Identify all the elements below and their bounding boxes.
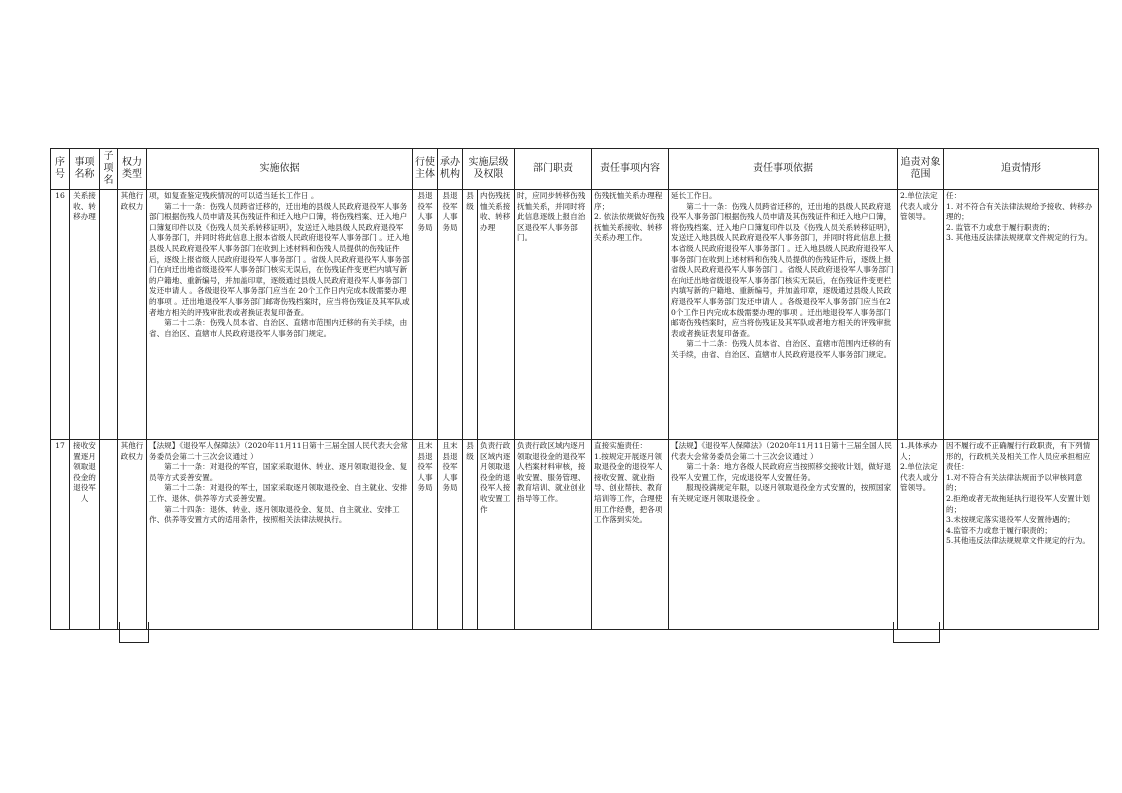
header-respbasis: 责任事项依据 [669,149,898,190]
cell-name: 接收安置逐月领取退役金的退役军人 [70,440,100,630]
cell-name: 关系接收、转移办理 [70,190,100,440]
header-acccase: 追责情形 [944,149,1099,190]
table-tail-accobj [893,622,940,643]
header-row [51,149,1099,190]
cell-sub [100,440,118,630]
header-duty: 部门职责 [515,149,592,190]
power-list-table [50,148,1099,630]
header-org: 承办机构 [438,149,463,190]
header-name: 事项名称 [70,149,100,190]
table-row-16 [51,190,1099,440]
cell-duty: 负责行政区域内逐月领取退役金的退役军人档案材料审核，接收安置、服务管理、教育培训、就业创业指导等工作。 [515,440,592,630]
cell-org: 且末县退役军人事务局 [438,440,463,630]
cell-resp: 伤残抚恤关系办理程序； 2. 依法依规做好伤残抚恤关系接收、转移关系办理工作。 [592,190,669,440]
cell-acccase: 因不履行或不正确履行行政职责，有下列情形的，行政机关及相关工作人员应承担相应责任： 1.对不符合有关法律法规而予以审核同意的； 2.拒绝或者无故拖延执行退役军人安置计划的； 3.未按规定落实退役军人安置待遇的； 4.监管不力或怠于履行职责的； 5.其他违反法律法规规章文件规定的行为。 [944,440,1099,630]
header-basis: 实施依据 [147,149,413,190]
cell-level: 县级 [463,190,478,440]
cell-seq: 16 [51,190,70,440]
table-tail-sub [119,622,149,643]
header-sub: 子项名 [100,149,118,190]
cell-type: 其他行政权力 [118,190,147,440]
cell-basis: 项，如复查鉴定残疾情况的可以适当延长工作日 。 第二十一条：伤残人员跨省迁移的，迁出地的县级人民政府退役军人事务部门根据伤残人员申请及其伤残证件和迁入地户口簿，将伤残档案、迁入地户口簿复印件以及《伤残人员关系转移证明》，发送迁入地县级人民政府退役军人事务部门，并同时将此信息上报本省级人民政府退役军人事务部门 。迁入地县级人民政府退役军人事务部门在收到上述材料和伤残人员提供的伤残证件后，逐级上报省级人民政府退役军人事务部门 。省级人民政府退役军人事务部门在向迁出地省级退役军人事务部门核实无误后，在伤残证件变更栏内填写新的户籍地、重新编号，并加盖印章，逐级通过县级人民政府退役军人事务部门发还申请人 。各级退役军人事务部门应当在 20个工作日内完成本级需要办理的事项 。迁出地退役军人事务部门邮寄伤残档案时，应当将伤残证及其军队或者地方相关的评残审批表或者换证表复印备查。 第二十二条：伤残人员本省、自治区、直辖市范围内迁移的有关手续，由省、自治区、直辖市人民政府退役军人事务部门规定。 [147,190,413,440]
cell-respbasis: 【法规】《退役军人保障法》（2020年11月11日第十三届全国人民代表大会常务委员会第二十三次会议通过 ） 第二十条：地方各级人民政府应当按照移交接收计划，做好退役军人安置工作，完成退役军人安置任务。 服现役满规定年限，以逐月领取退役金方式安置的，按照国家有关规定逐月领取退役金 。 [669,440,898,630]
header-seq: 序号 [51,149,70,190]
header-level: 实施层级及权限 [463,149,515,190]
header-subject: 行使主体 [413,149,438,190]
cell-resp: 直接实施责任： 1.按规定开展逐月领取退役金的退役军人接收安置、就业指导、创业帮扶、教育培训等工作，合理使用工作经费，把各项工作落到实处。 [592,440,669,630]
header-accobj: 追责对象范围 [898,149,944,190]
cell-sub [100,190,118,440]
table-row-17 [51,440,1099,630]
cell-acccase: 任： 1. 对不符合有关法律法规给予接收、转移办理的； 2. 监管不力或怠于履行职责的； 3. 其他违反法律法规规章文件规定的行为。 [944,190,1099,440]
cell-level-desc: 负责行政区域内逐月领取退役金的退役军人接收安置工作 [478,440,515,630]
cell-accobj: 2.单位法定代表人或分管领导。 [898,190,944,440]
cell-subject: 且末县退役军人事务局 [413,440,438,630]
header-type: 权力类型 [118,149,147,190]
cell-accobj: 1.具体承办人； 2.单位法定代表人或分管领导。 [898,440,944,630]
cell-subject: 县退役军人事务局 [413,190,438,440]
cell-respbasis: 延长工作日。 第二十一条：伤残人员跨省迁移的，迁出地的县级人民政府退役军人事务部门根据伤残人员申请及其伤残证件和迁入地户口簿，将伤残档案、迁入地户口簿复印件以及《伤残人员关系转移证明》，发送迁入地县级人民政府退役军人事务部门，并同时将此信息上报本省级人民政府退役军人事务部门 。迁入地县级人民政府退役军人事务部门在收到上述材料和伤残人员提供的伤残证件后，逐级上报省级人民政府退役军人事务部门 。省级人民政府退役军人事务部门在向迁出地省级退役军人事务部门核实无误后，在伤残证件变更栏内填写新的户籍地、重新编号，并加盖印章，逐级通过县级人民政府退役军人事务部门发还申请人 。各级退役军人事务部门应当在20个工作日内完成本级需要办理的事项 。迁出地退役军人事务部门邮寄伤残档案时，应当将伤残证及其军队或者地方相关的评残审批表或者换证表复印备查。 第二十二条：伤残人员本省、自治区、直辖市范围内迁移的有关手续，由省、自治区、直辖市人民政府退役军人事务部门规定。 [669,190,898,440]
header-resp: 责任事项内容 [592,149,669,190]
cell-type: 其他行政权力 [118,440,147,630]
cell-level: 县级 [463,440,478,630]
cell-org: 县退役军人事务局 [438,190,463,440]
cell-duty: 时，应同步转移伤残抚恤关系，并同时将此信息逐级上报自治区退役军人事务部门。 [515,190,592,440]
cell-basis: 【法规】《退役军人保障法》（2020年11月11日第十三届全国人民代表大会常务委员会第二十三次会议通过 ） 第二十一条：对退役的军官，国家采取退休、转业、逐月领取退役金、复员等方式妥善安置。 第二十二条：对退役的军士，国家采取逐月领取退役金、自主就业、安排工作、退休、供养等方式妥善安置。 第二十四条：退休、转业、逐月领取退役金、复员、自主就业、安排工作、供养等安置方式的适用条件，按照相关法律法规执行。 [147,440,413,630]
cell-seq: 17 [51,440,70,630]
cell-level-desc: 内伤残抚恤关系接收、转移办理 [478,190,515,440]
